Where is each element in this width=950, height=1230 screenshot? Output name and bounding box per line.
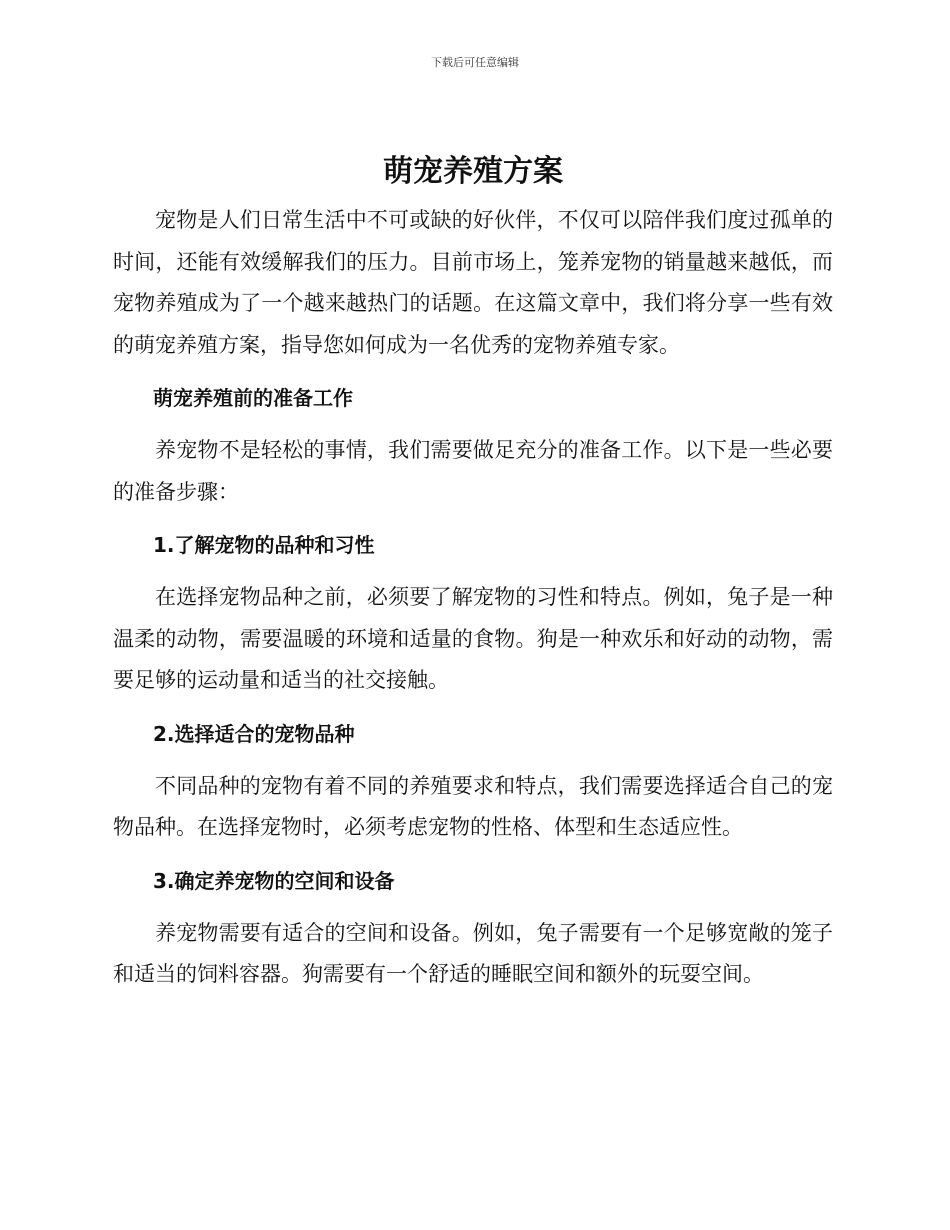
step-3-heading: 3.确定养宠物的空间和设备 xyxy=(153,868,395,893)
document-content xyxy=(113,150,833,1008)
section-intro-paragraph: 养宠物不是轻松的事情，我们需要做足充分的准备工作。以下是一些必要的准备步骤： xyxy=(113,438,833,504)
section-heading: 萌宠养殖前的准备工作 xyxy=(153,386,353,410)
step-3-paragraph: 养宠物需要有适合的空间和设备。例如，兔子需要有一个足够宽敞的笼子和适当的饲料容器。狗需要有一个舒适的睡眠空间和额外的玩耍空间。 xyxy=(113,920,833,986)
intro-paragraph: 宠物是人们日常生活中不可或缺的好伙伴，不仅可以陪伴我们度过孤单的时间，还能有效缓解我们的压力。目前市场上，笼养宠物的销量越来越低，而宠物养殖成为了一个越来越热门的话题。在这篇文章中，我们将分享一些有效的萌宠养殖方案，指导您如何成为一名优秀的宠物养殖专家。 xyxy=(113,208,833,357)
step-2-heading: 2.选择适合的宠物品种 xyxy=(153,721,355,746)
step-1-heading: 1.了解宠物的品种和习性 xyxy=(153,533,375,557)
document-title: 萌宠养殖方案 xyxy=(383,154,563,189)
step-2-paragraph: 不同品种的宠物有着不同的养殖要求和特点，我们需要选择适合自己的宠物品种。在选择宠物时，必须考虑宠物的性格、体型和生态适应性。 xyxy=(113,773,833,839)
header-note: 下载后可任意编辑 xyxy=(431,56,519,69)
step-1-paragraph: 在选择宠物品种之前，必须要了解宠物的习性和特点。例如，兔子是一种温柔的动物，需要温暖的环境和适量的食物。狗是一种欢乐和好动的动物，需要足够的运动量和适当的社交接触。 xyxy=(113,585,833,692)
